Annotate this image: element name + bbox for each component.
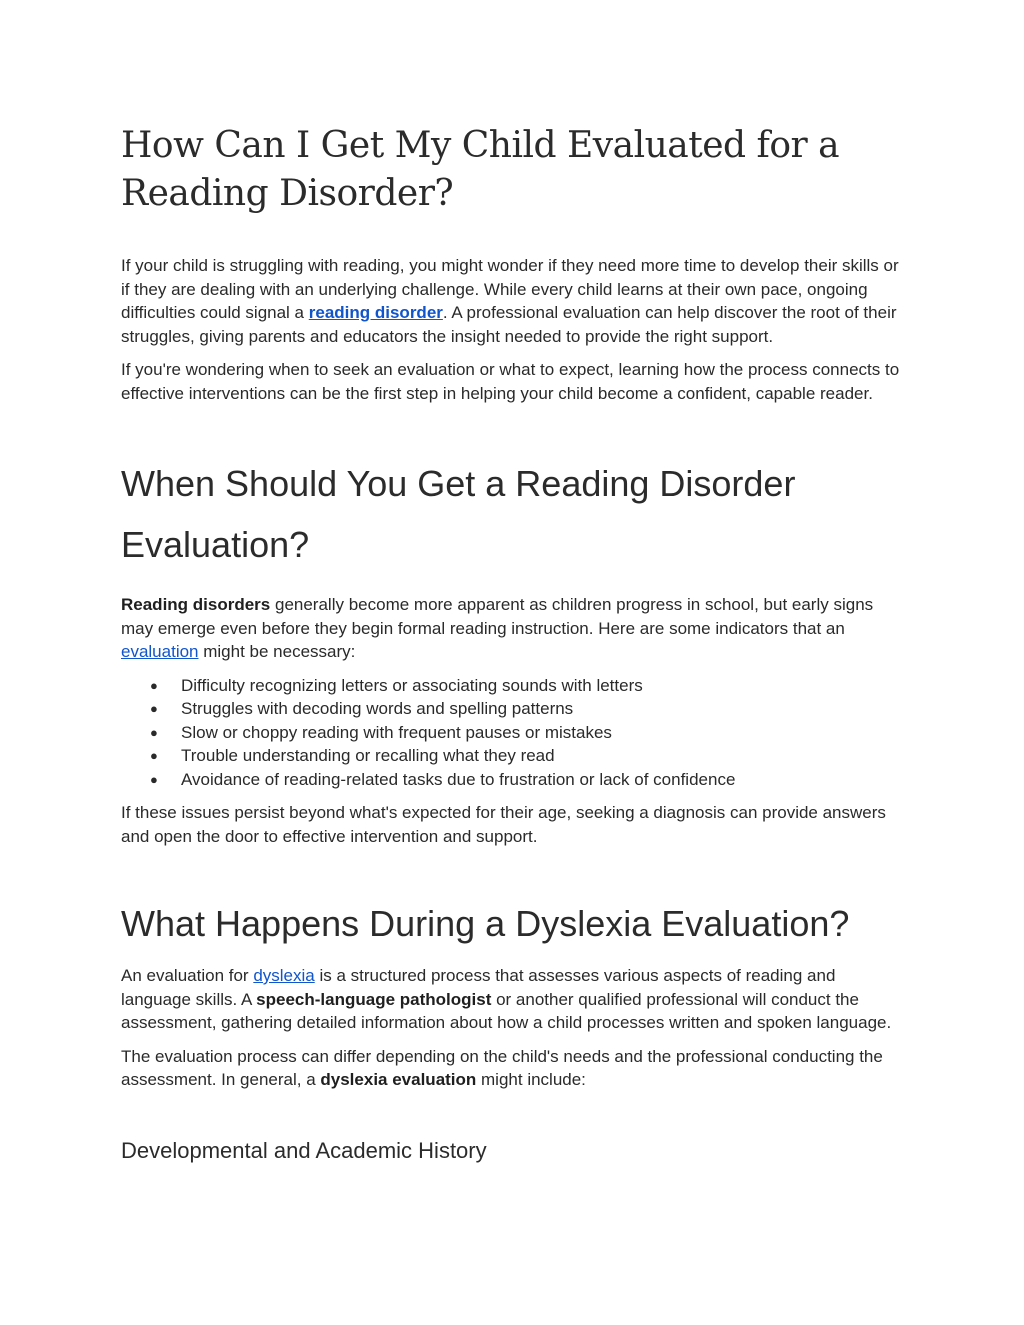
what-paragraph-2 xyxy=(121,1045,903,1092)
list-item xyxy=(121,768,903,792)
bullet-icon: ● xyxy=(150,724,158,740)
reading-disorder-link[interactable]: reading disorder xyxy=(308,303,443,322)
what-p1-text-after: or another qualified professional will conduct the assessment, gathering detailed information about how a child processes written and spoken language. xyxy=(121,989,892,1032)
when-paragraph-2: If these issues persist beyond what's expected for their age, seeking a diagnosis can provide answers and open the door to effective intervention and support. xyxy=(121,803,886,846)
speech-language-pathologist-bold: speech-language pathologist xyxy=(256,989,492,1009)
intro-p1-text-before: If your child is struggling with reading, you might wonder if they need more time to develop their skills or if they are dealing with an underlying challenge. While every child learns at their own pace, ongoing difficulties could signal a xyxy=(121,256,899,322)
list-item-text: Struggles with decoding words and spelling patterns xyxy=(181,699,574,718)
when-paragraph-1 xyxy=(121,593,903,664)
evaluation-link[interactable]: evaluation xyxy=(121,642,199,661)
bullet-icon: ● xyxy=(150,701,158,716)
intro-paragraph-1 xyxy=(121,254,903,348)
bullet-icon: ● xyxy=(150,748,158,763)
section-heading-what-happens: What Happens During a Dyslexia Evaluation? xyxy=(121,903,850,944)
what-p1-text-middle: is a structured process that assesses various aspects of reading and language skills. A xyxy=(121,966,836,1009)
bullet-icon: ● xyxy=(150,771,158,787)
dyslexia-link[interactable]: dyslexia xyxy=(253,966,315,985)
list-item-text: Avoidance of reading-related tasks due to frustration or lack of confidence xyxy=(181,769,736,789)
list-item xyxy=(121,721,903,745)
what-paragraph-1 xyxy=(121,964,903,1035)
section-heading-when: When Should You Get a Reading Disorder Evaluation? xyxy=(121,463,796,565)
when-p1-text-after: might be necessary: xyxy=(198,642,356,661)
intro-paragraph-2: If you're wondering when to seek an evaluation or what to expect, learning how the process connects to effective interventions can be the first step in helping your child become a confident, capable reader. xyxy=(121,360,900,403)
section-what-happens xyxy=(121,964,903,1166)
page-title: How Can I Get My Child Evaluated for a Reading Disorder? xyxy=(121,125,840,214)
intro-p1-text-after: . A professional evaluation can help discover the root of their struggles, giving parents and educators the insight needed to provide the right support. xyxy=(121,303,897,346)
document-page xyxy=(121,122,903,1166)
list-item xyxy=(121,674,903,698)
dyslexia-evaluation-bold: dyslexia evaluation xyxy=(320,1070,477,1089)
reading-disorders-bold: Reading disorders xyxy=(121,595,271,614)
what-p2-text-before: The evaluation process can differ depending on the child's needs and the professional conducting the assessment. In general, a xyxy=(121,1046,883,1089)
subheading-developmental-history: Developmental and Academic History xyxy=(121,1137,487,1163)
list-item-text: Difficulty recognizing letters or associating sounds with letters xyxy=(181,675,643,695)
list-item-text: Trouble understanding or recalling what they read xyxy=(181,746,555,765)
what-p1-text-before: An evaluation for xyxy=(121,966,254,985)
list-item xyxy=(121,697,903,721)
what-p2-text-after: might include: xyxy=(476,1070,586,1089)
indicators-list xyxy=(121,674,903,792)
list-item xyxy=(121,744,903,768)
bullet-icon: ● xyxy=(150,677,158,693)
when-p1-text: generally become more apparent as children progress in school, but early signs may emerge even before they begin formal reading instruction. Here are some indicators that an xyxy=(121,595,874,638)
list-item-text: Slow or choppy reading with frequent pauses or mistakes xyxy=(181,722,612,742)
section-when xyxy=(121,593,903,848)
intro-section xyxy=(121,254,903,405)
